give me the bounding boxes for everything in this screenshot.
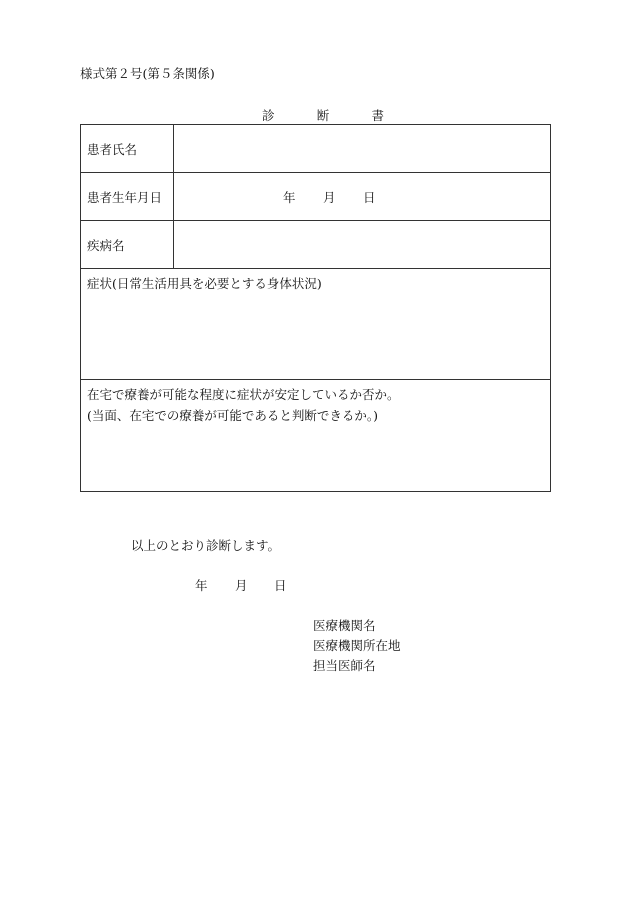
closing-month-unit: 月 [235, 578, 248, 593]
birthdate-label: 患者生年月日 [81, 173, 174, 220]
closing-day-unit: 日 [274, 578, 287, 593]
disease-field[interactable] [174, 221, 550, 268]
birthdate-month-unit: 月 [323, 189, 336, 205]
doctor-name-label: 担当医師名 [313, 658, 376, 673]
closing-date [195, 576, 287, 594]
form-number: 様式第２号(第５条関係) [80, 66, 215, 81]
disease-label: 疾病名 [81, 221, 174, 268]
institution-address-label: 医療機関所在地 [313, 638, 401, 653]
patient-name-field[interactable] [174, 125, 550, 172]
institution-name-label: 医療機関名 [313, 618, 376, 633]
birthdate-year-unit: 年 [283, 189, 296, 205]
stability-text [81, 380, 406, 491]
birthdate-row [81, 173, 550, 221]
birthdate-field[interactable] [174, 173, 550, 220]
signature-block [313, 616, 401, 676]
diagnosis-form-table [80, 124, 551, 492]
title-char-1: 診 [262, 108, 275, 123]
closing-statement: 以上のとおり診断します。 [131, 538, 281, 553]
stability-note: (当面、在宅での療養が可能であると判断できるか。) [87, 408, 379, 423]
symptoms-label: 症状(日常生活用具を必要とする身体状況) [87, 276, 322, 291]
birthdate-day-unit: 日 [363, 189, 376, 205]
closing-year-unit: 年 [195, 578, 208, 593]
stability-row[interactable] [81, 380, 550, 491]
title-char-3: 書 [371, 108, 384, 123]
symptoms-row[interactable] [81, 269, 550, 380]
document-title [262, 106, 384, 124]
patient-name-row [81, 125, 550, 173]
patient-name-label: 患者氏名 [81, 125, 174, 172]
stability-question: 在宅で療養が可能な程度に症状が安定しているか否か。 [87, 387, 400, 402]
title-char-2: 断 [316, 108, 330, 123]
birthdate-parts [283, 188, 376, 206]
disease-row [81, 221, 550, 269]
